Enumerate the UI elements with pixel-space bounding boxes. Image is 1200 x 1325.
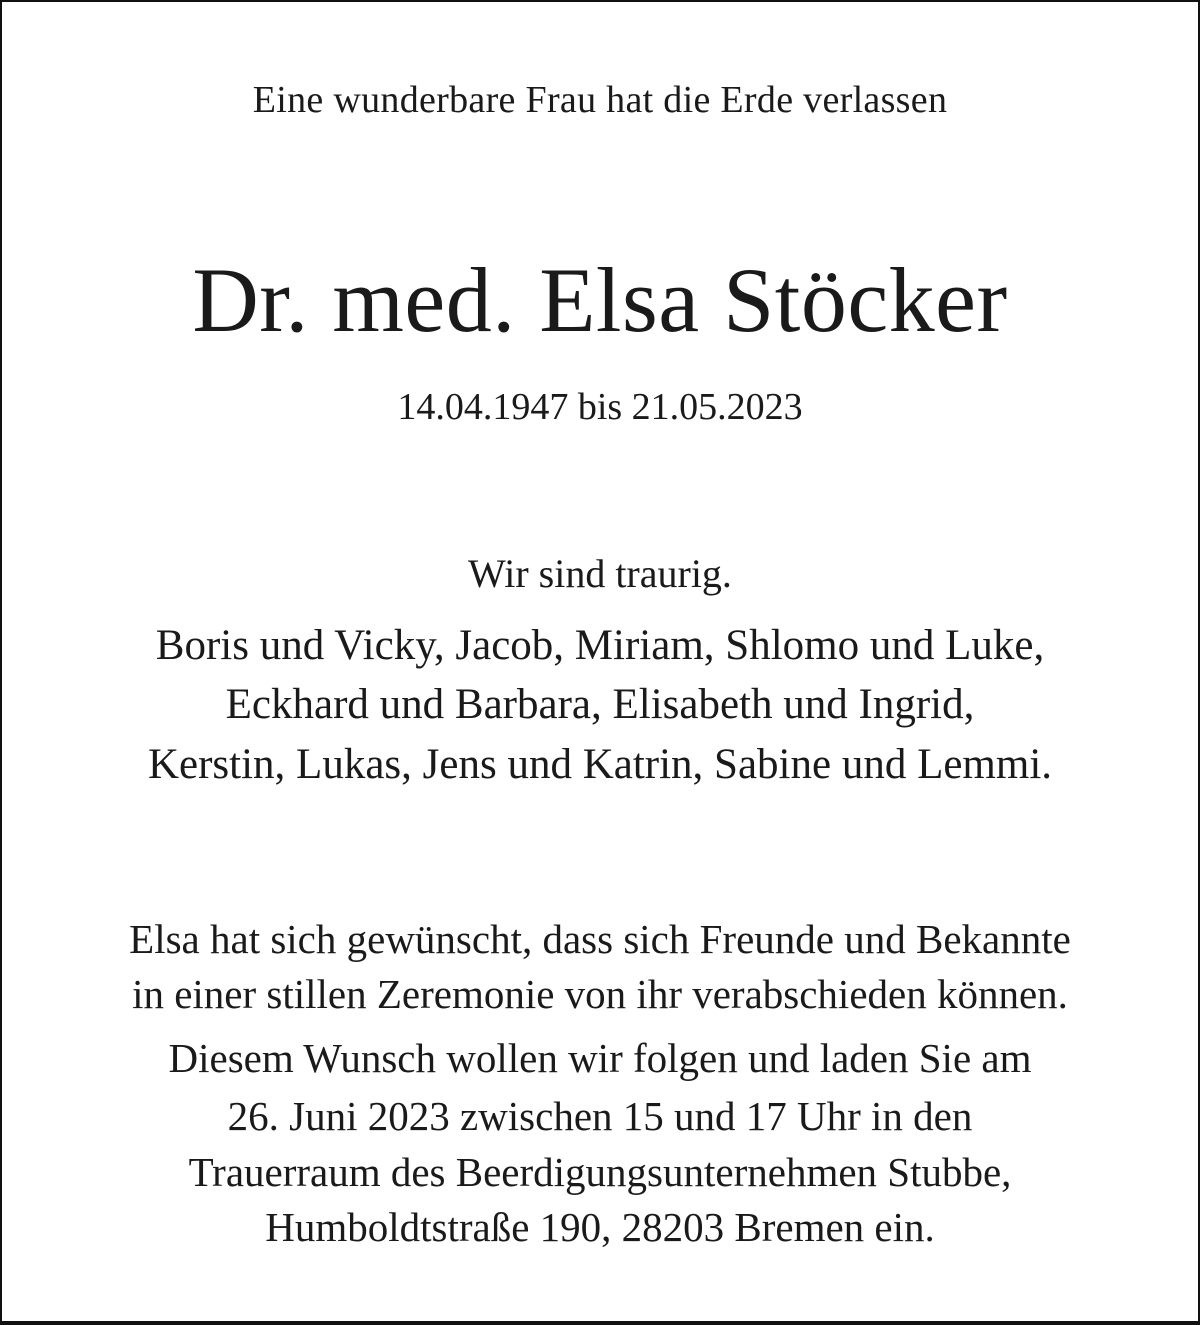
life-dates: 14.04.1947 bis 21.05.2023 xyxy=(397,386,803,428)
invitation-line: Diesem Wunsch wollen wir folgen und laden Sie am xyxy=(168,1035,1032,1081)
invitation-line: 26. Juni 2023 zwischen 15 und 17 Uhr in den xyxy=(227,1093,973,1139)
invitation-line: Trauerraum des Beerdigungsunternehmen Stubbe, xyxy=(188,1149,1012,1195)
deceased-name: Dr. med. Elsa Stöcker xyxy=(192,249,1008,351)
sadness-statement: Wir sind traurig. xyxy=(468,551,732,596)
mourners-line: Boris und Vicky, Jacob, Miriam, Shlomo und Luke, xyxy=(155,622,1045,669)
wish-line: in einer stillen Zeremonie von ihr verabschieden können. xyxy=(132,971,1068,1017)
wish-line: Elsa hat sich gewünscht, dass sich Freunde und Bekannte xyxy=(129,916,1071,962)
invitation-line: Humboldtstraße 190, 28203 Bremen ein. xyxy=(265,1204,935,1250)
mourners-line: Eckhard und Barbara, Elisabeth und Ingrid, xyxy=(225,681,975,728)
mourners-line: Kerstin, Lukas, Jens und Katrin, Sabine und Lemmi. xyxy=(147,741,1053,788)
intro-text: Eine wunderbare Frau hat die Erde verlassen xyxy=(252,79,948,121)
